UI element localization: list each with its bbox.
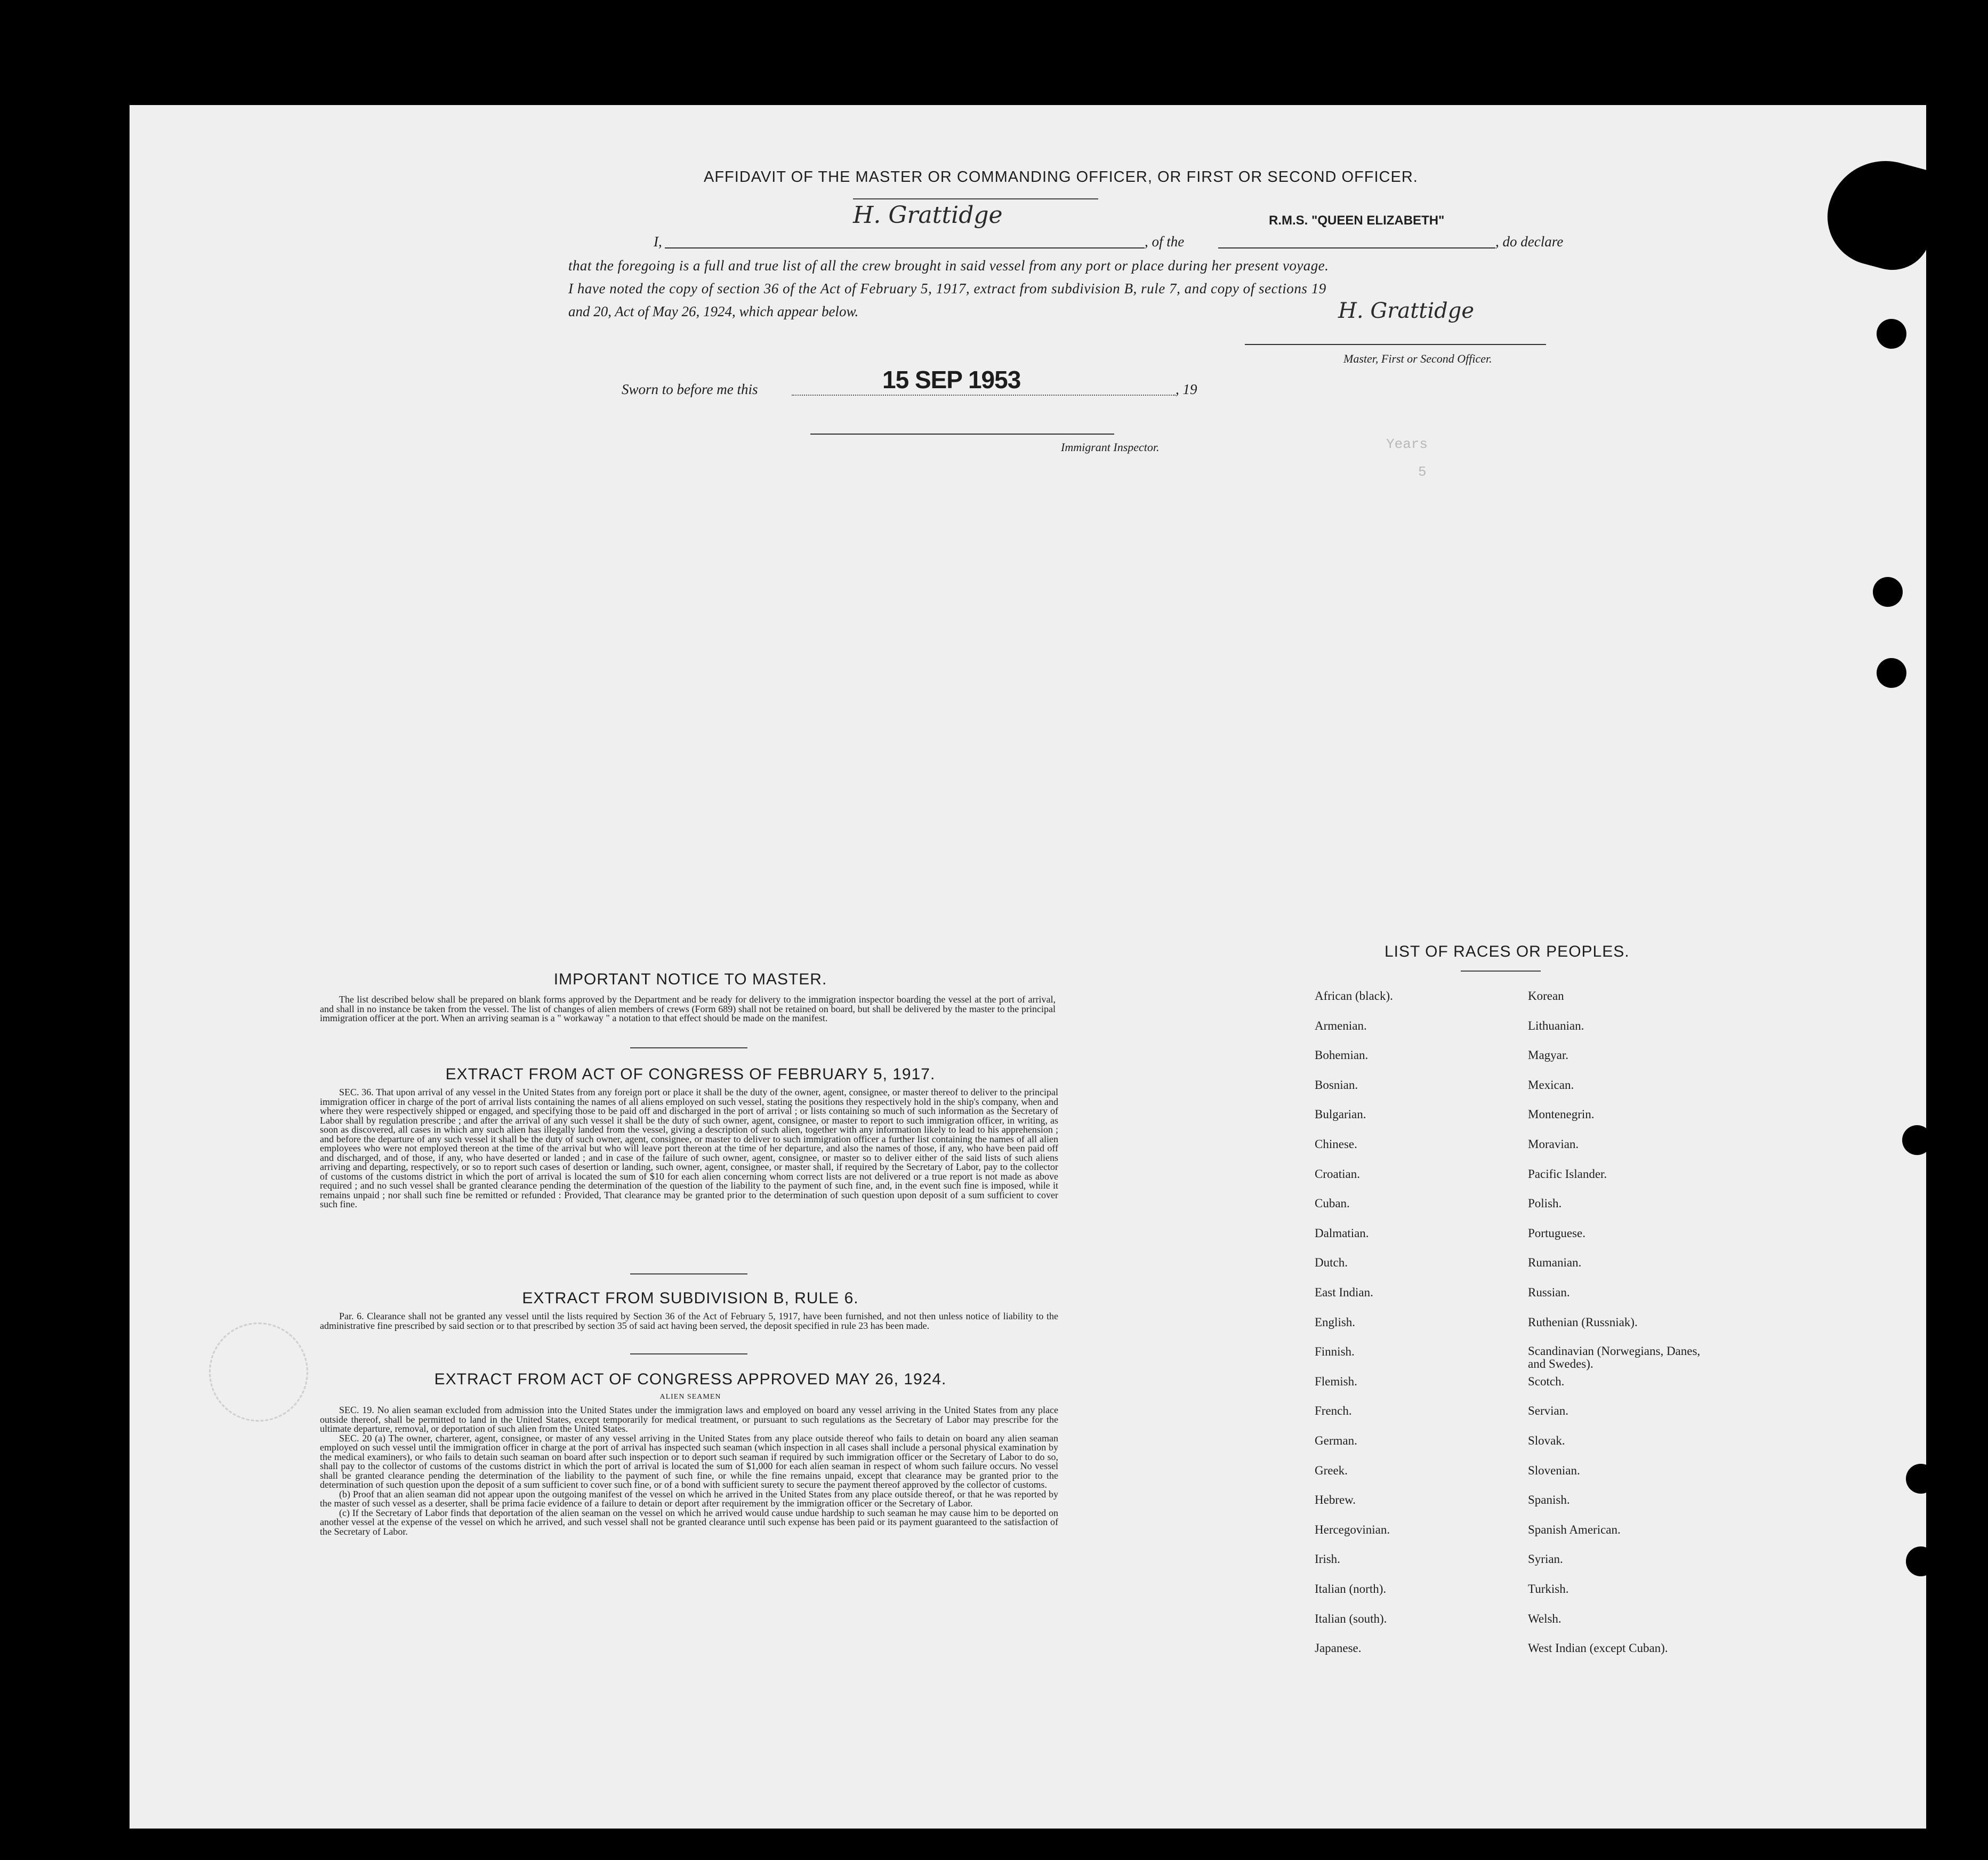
- extract-1917-body: SEC. 36. That upon arrival of any vessel in the United States from any foreign port or place it shall be the duty of the owner, agent, consignee, or master thereof to deliver to the principal immigration officer in charge of the port of arrival lists containing the names of all aliens employed on such vessel, stating the positions they respectively hold in the ship's company, when and where they were respectively shipped or engaged, and specifying those to be paid off and discharged in the port of arrival ; or lists containing so much of such information as the Secretary of Labor shall by regulation prescribe ; and after the arrival of any such vessel it shall be the duty of such owner, agent, consignee, or master to report to such immigration officer, in writing, as soon as discovered, all cases in which any such alien has illegally landed from the vessel, giving a description of such alien, together with any information likely to lead to his apprehension ; and before the departure of any such vessel it shall be the duty of such owner, agent, consignee, or master to deliver to such immigration officer a further list containing the names of all alien employees who were not employed thereon at the time of the arrival but who will leave port thereon at the time of her departure, and also the names of those, if any, who have been paid off and discharged, and of those, if any, who have deserted or landed ; and in case of the failure of such owner, agent, consignee, or master so to deliver either of the said lists of such aliens arriving and departing, respectively, or so to report such cases of desertion or landing, such owner, agent, consignee, or master shall, if required by the Secretary of Labor, pay to the collector of customs of the customs district in which the port of arrival is located the sum of $10 for each alien concerning whom correct lists are not delivered or a true report is not made as above required ; and no such vessel shall be granted clearance pending the determination of the question of the liability to the payment of such fine, and, in the event such fine is imposed, while it remains unpaid ; nor shall such fine be remitted or refunded : Provided, That clearance may be granted prior to the determination of such question upon deposit of a sum sufficient to cover such fine.: [320, 1087, 1058, 1209]
- race-item: Japanese.: [1315, 1641, 1362, 1655]
- race-item: Pacific Islander.: [1528, 1167, 1607, 1181]
- sworn-date-line: [792, 395, 1176, 396]
- title-rule: [853, 198, 1098, 199]
- sec-20a: SEC. 20 (a) The owner, charterer, agent, consignee, or master of any vessel arriving in the United States from any place outside thereof who fails to detain on board any alien seaman employed on such vessel until the immigration officer in charge at the port of arrival has inspected such seaman (which inspection in all cases shall include a personal physical examination by the medical examiners), or who fails to detain such seaman on board after such inspection or to deport such seaman if required by such immigration officer or the Secretary of Labor to do so, shall pay to the collector of customs of the customs district in which the port of arrival is located the sum of $1,000 for each alien seaman in respect of whom such failure occurs. No vessel shall be granted clearance pending the determination of the liability to the payment of such fine, or while the fine remains unpaid, except that clearance may be granted prior to the determination of such question upon the deposit of a sum sufficient to cover such fine, or of a bond with sufficient surety to secure the payment thereof approved by the collector of customs.: [320, 1432, 1058, 1490]
- races-title: LIST OF RACES OR PEOPLES.: [1385, 943, 1630, 960]
- extract-1924-body: [320, 1406, 1058, 1536]
- punch-hole: [1877, 658, 1906, 688]
- race-item: Italian (north).: [1315, 1582, 1387, 1596]
- race-item: Bosnian.: [1315, 1078, 1358, 1092]
- punch-hole: [1906, 1546, 1936, 1576]
- race-item: Flemish.: [1315, 1374, 1357, 1388]
- signer-signature: H. Grattidge: [1338, 299, 1475, 323]
- race-item: Chinese.: [1315, 1137, 1357, 1151]
- race-item: Greek.: [1315, 1463, 1348, 1477]
- affidavit-line-3: I have noted the copy of section 36 of the Act of February 5, 1917, extract from subdivision B, rule 7, and copy of sections 19: [568, 280, 1326, 296]
- race-item: Portuguese.: [1528, 1226, 1585, 1240]
- extract-1917-title: EXTRACT FROM ACT OF CONGRESS OF FEBRUARY 5, 1917.: [445, 1065, 936, 1083]
- bleed-through-mark: 5: [1418, 464, 1427, 480]
- label-I: I,: [654, 234, 662, 250]
- race-item: Dalmatian.: [1315, 1226, 1369, 1240]
- race-item: Irish.: [1315, 1552, 1340, 1566]
- race-item: West Indian (except Cuban).: [1528, 1641, 1668, 1655]
- race-item: Dutch.: [1315, 1256, 1348, 1270]
- race-item: Finnish.: [1315, 1345, 1355, 1359]
- bleed-through-mark: Years: [1386, 436, 1428, 452]
- race-item: Montenegrin.: [1528, 1108, 1595, 1121]
- race-item: Korean: [1528, 989, 1564, 1003]
- races-title-rule: [1461, 971, 1541, 972]
- race-item: Lithuanian.: [1528, 1019, 1584, 1032]
- race-item: African (black).: [1315, 989, 1393, 1003]
- race-item: Cuban.: [1315, 1197, 1350, 1210]
- race-item: French.: [1315, 1404, 1352, 1418]
- declarant-signature: H. Grattidge: [853, 202, 1003, 229]
- race-item: Hercegovinian.: [1315, 1522, 1390, 1536]
- sec-19: SEC. 19. No alien seaman excluded from admission into the United States under the immigration laws and employed on board any vessel arriving in the United States from any place outside thereof, shall be permitted to land in the United States, except temporarily for medical treatment, or pursuant to such regulations as the Secretary of Labor may prescribe for the ultimate departure, removal, or deportation of such alien from the United States.: [320, 1405, 1058, 1434]
- name-field-line: [665, 247, 1145, 248]
- race-item: Hebrew.: [1315, 1493, 1356, 1507]
- race-item: Slovak.: [1528, 1434, 1565, 1447]
- race-item: Moravian.: [1528, 1137, 1579, 1151]
- section-rule: [630, 1353, 747, 1354]
- affidavit-line-4: and 20, Act of May 26, 1924, which appear below.: [568, 303, 859, 319]
- inspector-caption: Immigrant Inspector.: [1061, 440, 1160, 454]
- label-do-declare: , do declare: [1495, 234, 1564, 250]
- race-item: Ruthenian (Russniak).: [1528, 1315, 1638, 1329]
- label-of-the: , of the: [1145, 234, 1185, 250]
- extract-1924-title: EXTRACT FROM ACT OF CONGRESS APPROVED MAY 26, 1924.: [434, 1370, 947, 1388]
- faint-seal: [209, 1322, 308, 1422]
- subdivision-b-body: Par. 6. Clearance shall not be granted any vessel until the lists required by Section 36 of the Act of February 5, 1917, have been furnished, and not then unless notice of liability to the administrative fine prescribed by said section or to that prescribed by section 35 of said act having been served, the deposit specified in rule 23 has been made.: [320, 1311, 1058, 1331]
- vessel-field-line: [1218, 247, 1495, 248]
- punch-hole: [1906, 1464, 1936, 1494]
- race-item: Bulgarian.: [1315, 1108, 1366, 1121]
- sec-20c: (c) If the Secretary of Labor finds that deportation of the alien seaman on the vessel on which he arrived would cause undue hardship to such seaman he may cause him to be deported on another vessel at the expense of the vessel on which he arrived, and such vessel shall not be granted clearance until such expense has been paid or its payment guaranteed to the satisfaction of the Secretary of Labor.: [320, 1507, 1058, 1537]
- punch-hole: [1902, 1125, 1932, 1155]
- race-item: Scandinavian (Norwegians, Danes, and Swedes).: [1528, 1344, 1701, 1371]
- notice-body: The list described below shall be prepared on blank forms approved by the Department and be ready for delivery to the immigration inspector boarding the vessel at the port of arrival, and shall in no instance be taken from the vessel. The list of changes of alien members of crews (Form 689) shall not be retained on board, but shall be delivered by the master to the principal immigration officer at the port. When an arriving seaman is a " workaway " a notation to that effect should be made on the manifest.: [320, 994, 1056, 1023]
- race-item: Slovenian.: [1528, 1463, 1580, 1477]
- race-item: Croatian.: [1315, 1167, 1360, 1181]
- date-stamp: 15 SEP 1953: [882, 366, 1021, 394]
- sec-20b: (b) Proof that an alien seaman did not appear upon the outgoing manifest of the vessel on which he arrived in the United States from any place outside thereof, or that he was reported by the master of such vessel as a deserter, shall be prima facie evidence of a failure to detain or deport after requirement by the immigration officer or the Secretary of Labor.: [320, 1488, 1058, 1509]
- race-item: German.: [1315, 1434, 1357, 1447]
- notice-title: IMPORTANT NOTICE TO MASTER.: [553, 971, 827, 988]
- document-page: [130, 105, 1926, 1829]
- race-item: Polish.: [1528, 1197, 1562, 1210]
- punch-hole: [1873, 577, 1903, 607]
- race-item: Spanish.: [1528, 1493, 1570, 1507]
- punch-hole: [1877, 319, 1906, 349]
- race-item: Turkish.: [1528, 1582, 1569, 1596]
- signature-line: [1245, 344, 1546, 345]
- affidavit-line-2: that the foregoing is a full and true list of all the crew brought in said vessel from any port or place during her present voyage.: [568, 258, 1329, 274]
- race-item: Syrian.: [1528, 1552, 1563, 1566]
- extract-1924-subtitle: ALIEN SEAMEN: [659, 1393, 721, 1401]
- vessel-name-stamp: R.M.S. "QUEEN ELIZABETH": [1269, 213, 1445, 228]
- race-item: Mexican.: [1528, 1078, 1574, 1092]
- race-item: Armenian.: [1315, 1019, 1367, 1032]
- inspector-signature-line: [810, 434, 1114, 435]
- race-item: East Indian.: [1315, 1286, 1373, 1299]
- race-item: Welsh.: [1528, 1612, 1562, 1625]
- sworn-label: Sworn to before me this: [622, 381, 758, 397]
- race-item: Spanish American.: [1528, 1522, 1621, 1536]
- race-item: Servian.: [1528, 1404, 1569, 1418]
- sworn-year: , 19: [1176, 381, 1197, 397]
- race-item: Rumanian.: [1528, 1256, 1582, 1270]
- race-item: Magyar.: [1528, 1048, 1569, 1062]
- race-item: English.: [1315, 1315, 1356, 1329]
- subdivision-b-title: EXTRACT FROM SUBDIVISION B, RULE 6.: [522, 1289, 859, 1307]
- signer-caption: Master, First or Second Officer.: [1343, 352, 1492, 365]
- section-rule: [630, 1047, 747, 1048]
- race-item: Italian (south).: [1315, 1612, 1387, 1625]
- affidavit-title: AFFIDAVIT OF THE MASTER OR COMMANDING OFFICER, OR FIRST OR SECOND OFFICER.: [704, 169, 1418, 186]
- race-item: Scotch.: [1528, 1374, 1565, 1388]
- race-item: Bohemian.: [1315, 1048, 1369, 1062]
- race-item: Russian.: [1528, 1286, 1570, 1299]
- section-rule: [630, 1273, 747, 1274]
